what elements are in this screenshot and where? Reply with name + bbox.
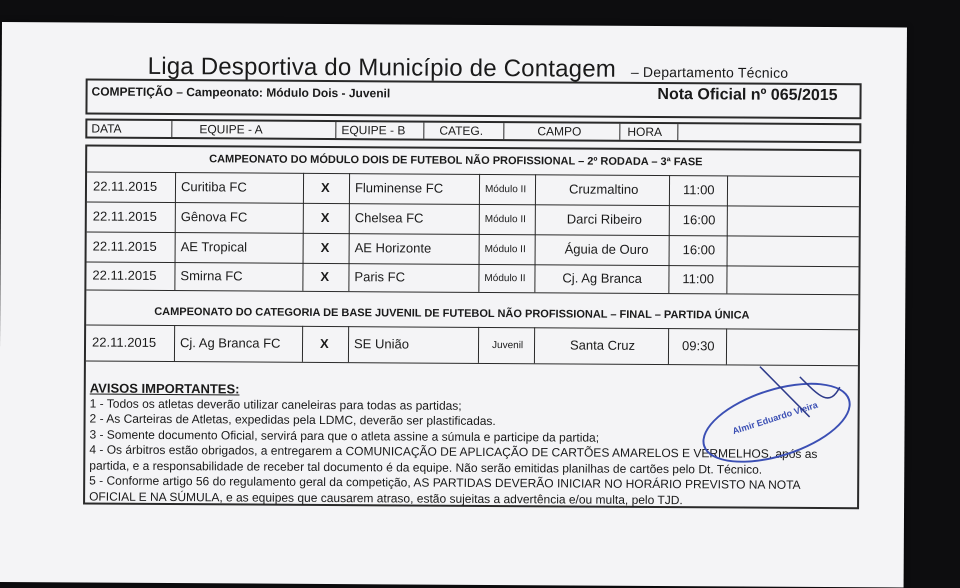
team-a: Gênova FC bbox=[180, 209, 248, 225]
category: Módulo II bbox=[484, 243, 526, 256]
match-date: 22.11.2015 bbox=[92, 334, 157, 350]
time: 16:00 bbox=[682, 212, 716, 228]
versus: X bbox=[320, 179, 330, 196]
match-date: 22.11.2015 bbox=[92, 178, 158, 194]
team-a: Smirna FC bbox=[180, 268, 243, 284]
department-name: – Departamento Técnico bbox=[630, 63, 789, 81]
section-title-juvenil: CAMPEONATO DO CATEGORIA DE BASE JUVENIL DE FUTEBOL NÃO PROFISSIONAL – FINAL – PARTIDA ÚNICA bbox=[154, 305, 750, 322]
match-date: 22.11.2015 bbox=[92, 267, 157, 283]
col-campo: CAMPO bbox=[537, 124, 582, 139]
team-a: Curitiba FC bbox=[180, 179, 247, 195]
category: Módulo II bbox=[484, 183, 527, 196]
team-b: Chelsea FC bbox=[354, 210, 424, 226]
field: Darci Ribeiro bbox=[566, 211, 642, 227]
category: Módulo II bbox=[484, 213, 526, 226]
col-categ: CATEG. bbox=[439, 123, 484, 138]
field: Santa Cruz bbox=[569, 337, 636, 353]
col-data: DATA bbox=[91, 121, 122, 136]
notices-heading: AVISOS IMPORTANTES: bbox=[89, 380, 240, 397]
col-equipe-b: EQUIPE - B bbox=[341, 123, 406, 138]
versus: X bbox=[320, 239, 330, 256]
nota-oficial: Nota Oficial nº 065/2015 bbox=[657, 86, 838, 105]
versus: X bbox=[320, 209, 330, 226]
team-a: Cj. Ag Branca FC bbox=[179, 335, 281, 351]
team-b: AE Horizonte bbox=[354, 240, 432, 256]
field: Águia de Ouro bbox=[564, 241, 649, 257]
match-date: 22.11.2015 bbox=[92, 208, 157, 224]
field: Cj. Ag Branca bbox=[562, 270, 642, 286]
team-a: AE Tropical bbox=[180, 239, 248, 255]
team-b: Fluminense FC bbox=[354, 180, 444, 196]
time: 11:00 bbox=[682, 182, 715, 198]
match-date: 22.11.2015 bbox=[92, 238, 157, 254]
league-name: Liga Desportiva do Município de Contagem bbox=[147, 52, 617, 83]
col-equipe-a: EQUIPE - A bbox=[199, 122, 263, 137]
notice-item: 2 - As Carteiras de Atletas, expedidas pela LDMC, deverão ser plastificadas. bbox=[89, 411, 496, 429]
competition-label: COMPETIÇÃO – Campeonato: Módulo Dois - Juvenil bbox=[91, 84, 391, 101]
col-hora: HORA bbox=[627, 124, 663, 140]
column-header-row bbox=[85, 119, 861, 144]
versus: X bbox=[320, 268, 330, 285]
notice-item: 1 - Todos os atletas deverão utilizar caneleiras para todas as partidas; bbox=[89, 396, 462, 413]
team-b: Paris FC bbox=[354, 269, 406, 285]
section-title-modulo-dois: CAMPEONATO DO MÓDULO DOIS DE FUTEBOL NÃO PROFISSIONAL – 2º RODADA – 3ª FASE bbox=[209, 153, 703, 169]
document-sheet bbox=[0, 22, 907, 588]
notice-item: 3 - Somente documento Oficial, servirá para que o atleta assine a súmula e participe da partida; bbox=[89, 427, 600, 445]
competition-box bbox=[85, 79, 861, 120]
time: 09:30 bbox=[681, 338, 715, 354]
versus: X bbox=[319, 335, 329, 352]
time: 11:00 bbox=[682, 271, 715, 287]
field: Cruzmaltino bbox=[568, 181, 639, 197]
signature-mark bbox=[739, 357, 850, 448]
notice-item: 5 - Conforme artigo 56 do regulamento geral da competição, AS PARTIDAS DEVERÃO INICIAR NO HORÁRIO PREVISTO NA NOTA OFICIAL E NA SÚMULA, e as equipes que causarem atraso, estão sujeitas a advertência e/ou multa, pelo TJD. bbox=[89, 473, 800, 507]
category: Juvenil bbox=[491, 339, 524, 352]
stamp-text: Almir Eduardo Vieira bbox=[731, 399, 819, 437]
notice-item: 4 - Os árbitros estão obrigados, a entregarem a COMUNICAÇÃO DE APLICAÇÃO DE CARTÕES AMARELOS E VERMELHOS, após as partida, e a responsabilidade de receber tal documento é da equipe. Não serão emitidas planilhas de cartões pelo Dt. Técnico. bbox=[89, 442, 818, 477]
time: 16:00 bbox=[682, 242, 716, 258]
category: Módulo II bbox=[484, 272, 526, 285]
team-b: SE União bbox=[353, 336, 410, 352]
